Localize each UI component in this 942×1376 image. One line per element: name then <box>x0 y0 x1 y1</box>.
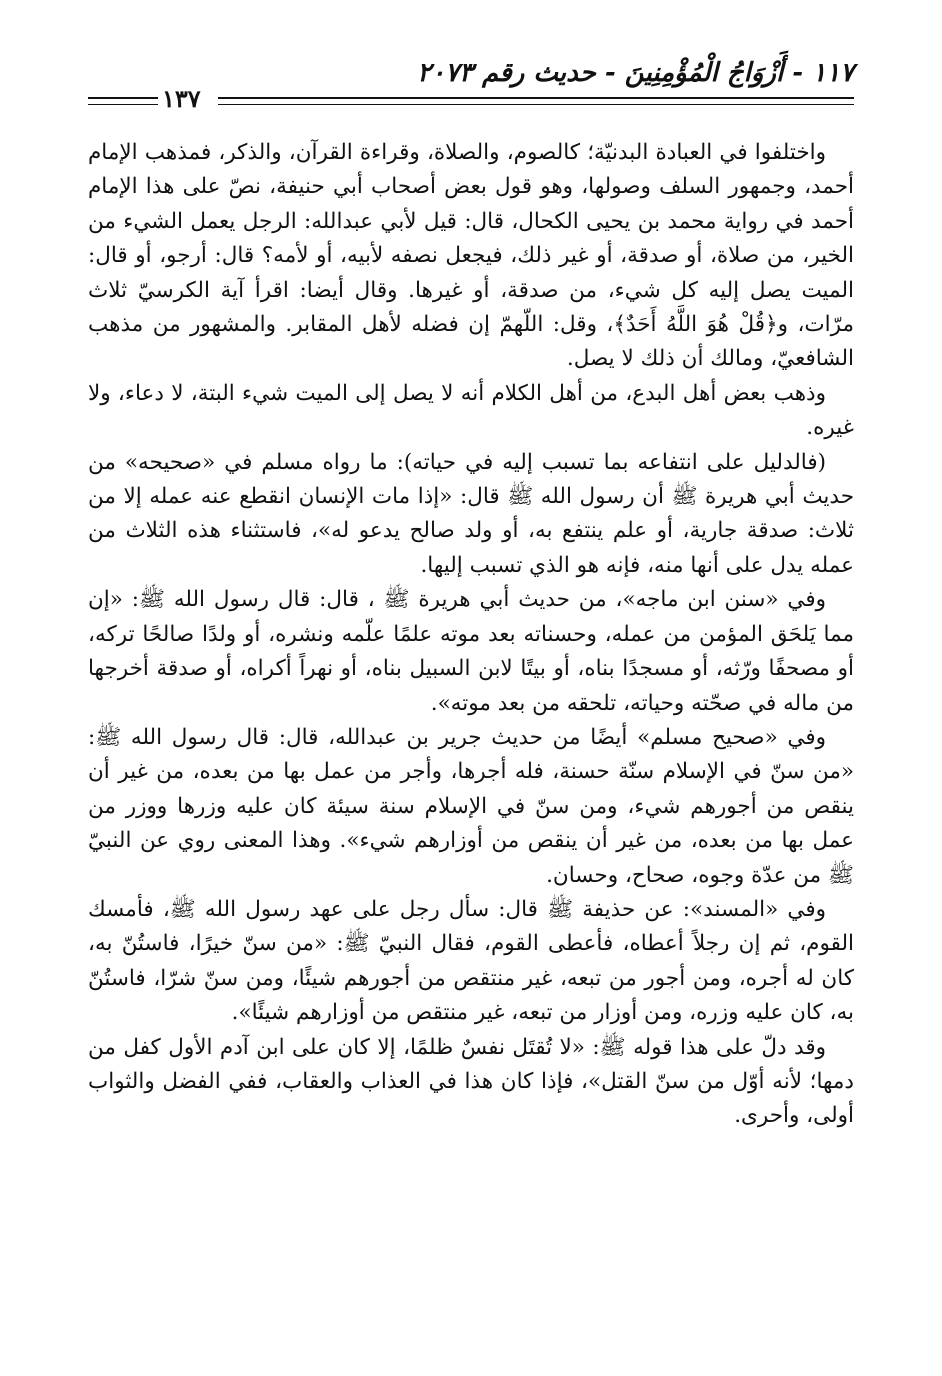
paragraph-7: وقد دلّ على هذا قوله ﷺ: «لا تُقتَل نفسٌ ظلمًا، إلا كان على ابن آدم الأول كفل من دمها؛ لأنه أوّل من سنّ القتل»، فإذا كان هذا في العذاب والعقاب، ففي الفضل والثواب أولى، وأحرى. <box>88 1034 854 1129</box>
paragraph-5: وفي «صحيح مسلم» أيضًا من حديث جرير بن عبدالله، قال: قال رسول الله ﷺ: «من سنّ في الإسلام سنّة حسنة، فله أجرها، وأجر من عمل بها من بعده، من غير أن ينقص من أجورهم شيء، ومن سنّ في الإسلام سنة سيئة كان عليه وزرها ووزر من عمل بها من بعده، من غير أن ينقص من أوزارهم شيء». وهذا المعنى روي عن النبيّ ﷺ من عدّة وجوه، صحاح، وحسان. <box>88 724 854 888</box>
paragraph-1: واختلفوا في العبادة البدنيّة؛ كالصوم، والصلاة، وقراءة القرآن، والذكر، فمذهب الإمام أحمد، وجمهور السلف وصولها، وهو قول بعض أصحاب أبي حنيفة، نصّ على هذا الإمام أحمد في رواية محمد بن يحيى الكحال، قال: قيل لأبي عبدالله: الرجل يعمل الشيء من الخير، من صلاة، أو صدقة، أو غير ذلك، فيجعل نصفه لأبيه، أو لأمه؟ قال: أرجو، أو قال: الميت يصل إليه كل شيء، من صدقة، أو غيرها. وقال أيضا: اقرأ آية الكرسيّ ثلاث مرّات، و﴿قُلْ هُوَ اللَّهُ أَحَدٌ﴾، وقل: اللّهمّ إن فضله لأهل المقابر. والمشهور من مذهب الشافعيّ، ومالك أن ذلك لا يصل. <box>88 140 854 372</box>
page-number-rule-thin <box>88 104 158 105</box>
running-head: ١١٧ - أَزْوَاجُ الْمُؤْمِنِينَ - حديث رقم ٢٠٧٣ <box>417 58 854 88</box>
page-number-rule <box>88 97 158 99</box>
header-rule <box>218 97 854 99</box>
paragraph-3: (فالدليل على انتفاعه بما تسبب إليه في حياته): ما رواه مسلم في «صحيحه» من حديث أبي هريرة ﷺ أن رسول الله ﷺ قال: «إذا مات الإنسان انقطع عنه عمله إلا من ثلاث: صدقة جارية، أو علم ينتفع به، أو ولد صالح يدعو له»، فاستثناء هذه الثلاث من عمله يدل على أنها منه، فإنه هو الذي تسبب إليها. <box>88 449 854 578</box>
page-header <box>88 52 854 112</box>
page-number: ١٣٧ <box>162 84 201 113</box>
paragraph-2: وذهب بعض أهل البدع، من أهل الكلام أنه لا يصل إلى الميت شيء البتة، لا دعاء، ولا غيره. <box>88 380 854 441</box>
paragraph-4: وفي «سنن ابن ماجه»، من حديث أبي هريرة ﷺ ، قال: قال رسول الله ﷺ: «إن مما يَلحَق المؤمن من عمله، وحسناته بعد موته علمًا علّمه ونشره، أو ولدًا صالحًا تركه، أو مصحفًا ورّثه، أو مسجدًا بناه، أو بيتًا لابن السبيل بناه، أو نهراً أكراه، أو صدقة أخرجها من ماله في صحّته وحياته، تلحقه من بعد موته». <box>88 587 854 716</box>
main-text <box>88 136 854 1134</box>
header-rule-thin <box>218 104 854 105</box>
paragraph-6: وفي «المسند»: عن حذيفة ﷺ قال: سأل رجل على عهد رسول الله ﷺ، فأمسك القوم، ثم إن رجلاً أعطاه، فأعطى القوم، فقال النبيّ ﷺ: «من سنّ خيرًا، فاستُنّ به، كان له أجره، ومن أجور من تبعه، غير منتقص من أجورهم شيئًا، ومن سنّ شرّا، فاستُنّ به، كان عليه وزره، ومن أوزار من تبعه، غير منتقص من أوزارهم شيئًا». <box>88 896 854 1026</box>
